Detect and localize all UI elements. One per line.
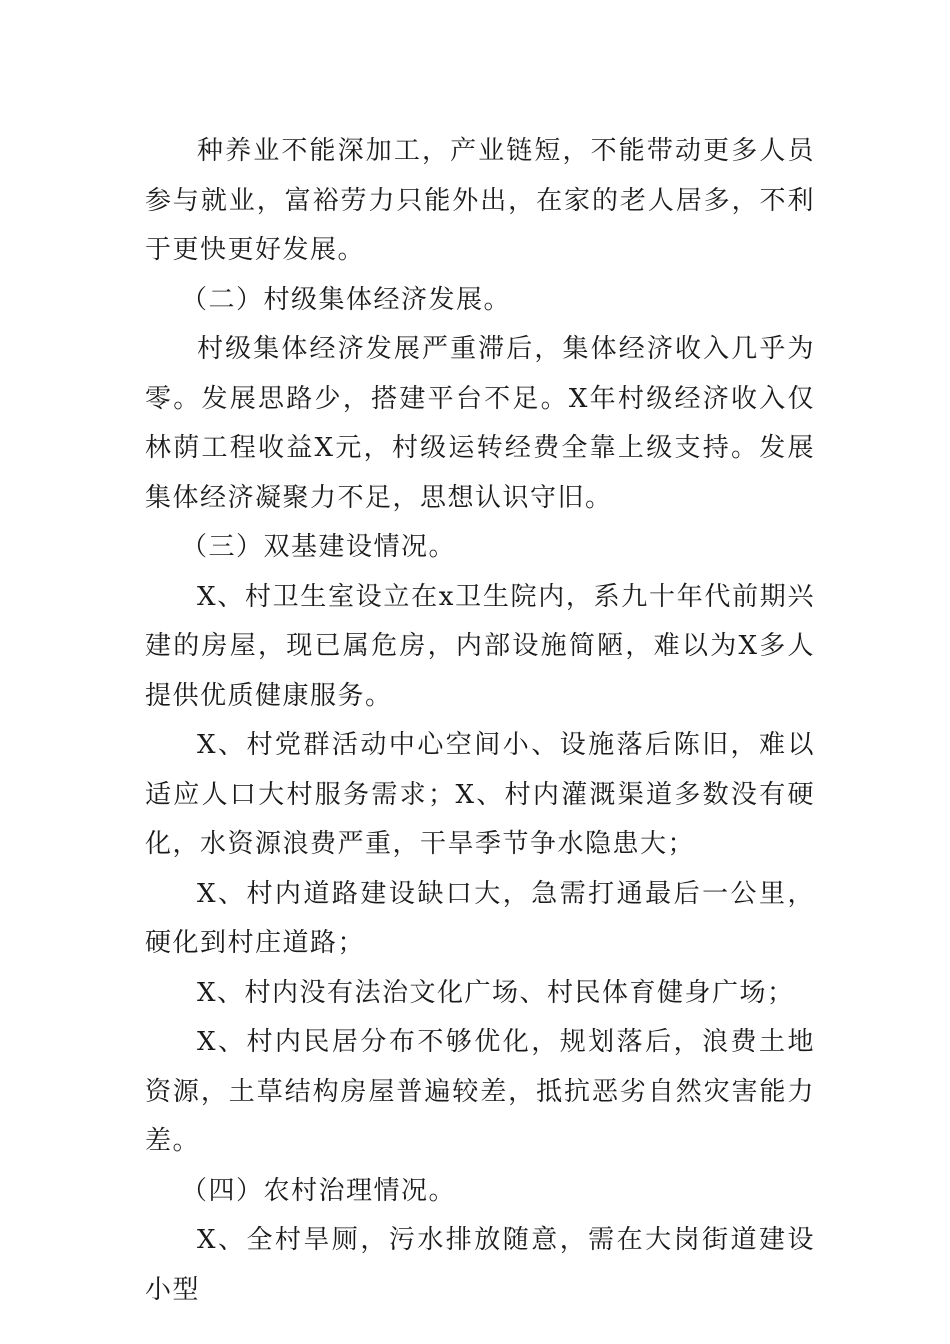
paragraph-roads: X、村内道路建设缺口大，急需打通最后一公里，硬化到村庄道路；	[145, 878, 815, 958]
paragraph-industry: 种养业不能深加工，产业链短，不能带动更多人员参与就业，富裕劳力只能外出，在家的老人居多，不利于更快更好发展。	[145, 136, 815, 265]
section-heading-rural-governance: （四）农村治理情况。	[181, 1175, 457, 1206]
paragraph-housing: X、村内民居分布不够优化，规划落后，浪费土地资源，土草结构房屋普遍较差，抵抗恶劣自然灾害能力差。	[145, 1027, 815, 1156]
section-heading-infrastructure: （三）双基建设情况。	[181, 532, 457, 562]
paragraph-sanitation: X、全村旱厕，污水排放随意，需在大岗街道建设小型	[145, 1225, 815, 1305]
section-heading-collective-economy: （二）村级集体经济发展。	[181, 284, 512, 315]
document-body	[145, 127, 815, 1315]
paragraph-collective-economy: 村级集体经济发展严重滞后，集体经济收入几乎为零。发展思路少，搭建平台不足。X年村级经济收入仅林荫工程收益X元，村级运转经费全靠上级支持。发展集体经济凝聚力不足，思想认识守旧。	[145, 334, 815, 513]
paragraph-clinic: X、村卫生室设立在x卫生院内，系九十年代前期兴建的房屋，现已属危房，内部设施简陋，难以为X多人提供优质健康服务。	[145, 581, 815, 711]
paragraph-squares: X、村内没有法治文化广场、村民体育健身广场；	[197, 977, 795, 1008]
paragraph-activity-center: X、村党群活动中心空间小、设施落后陈旧，难以适应人口大村服务需求；X、村内灌溉渠道多数没有硬化，水资源浪费严重，干旱季节争水隐患大；	[145, 730, 815, 859]
